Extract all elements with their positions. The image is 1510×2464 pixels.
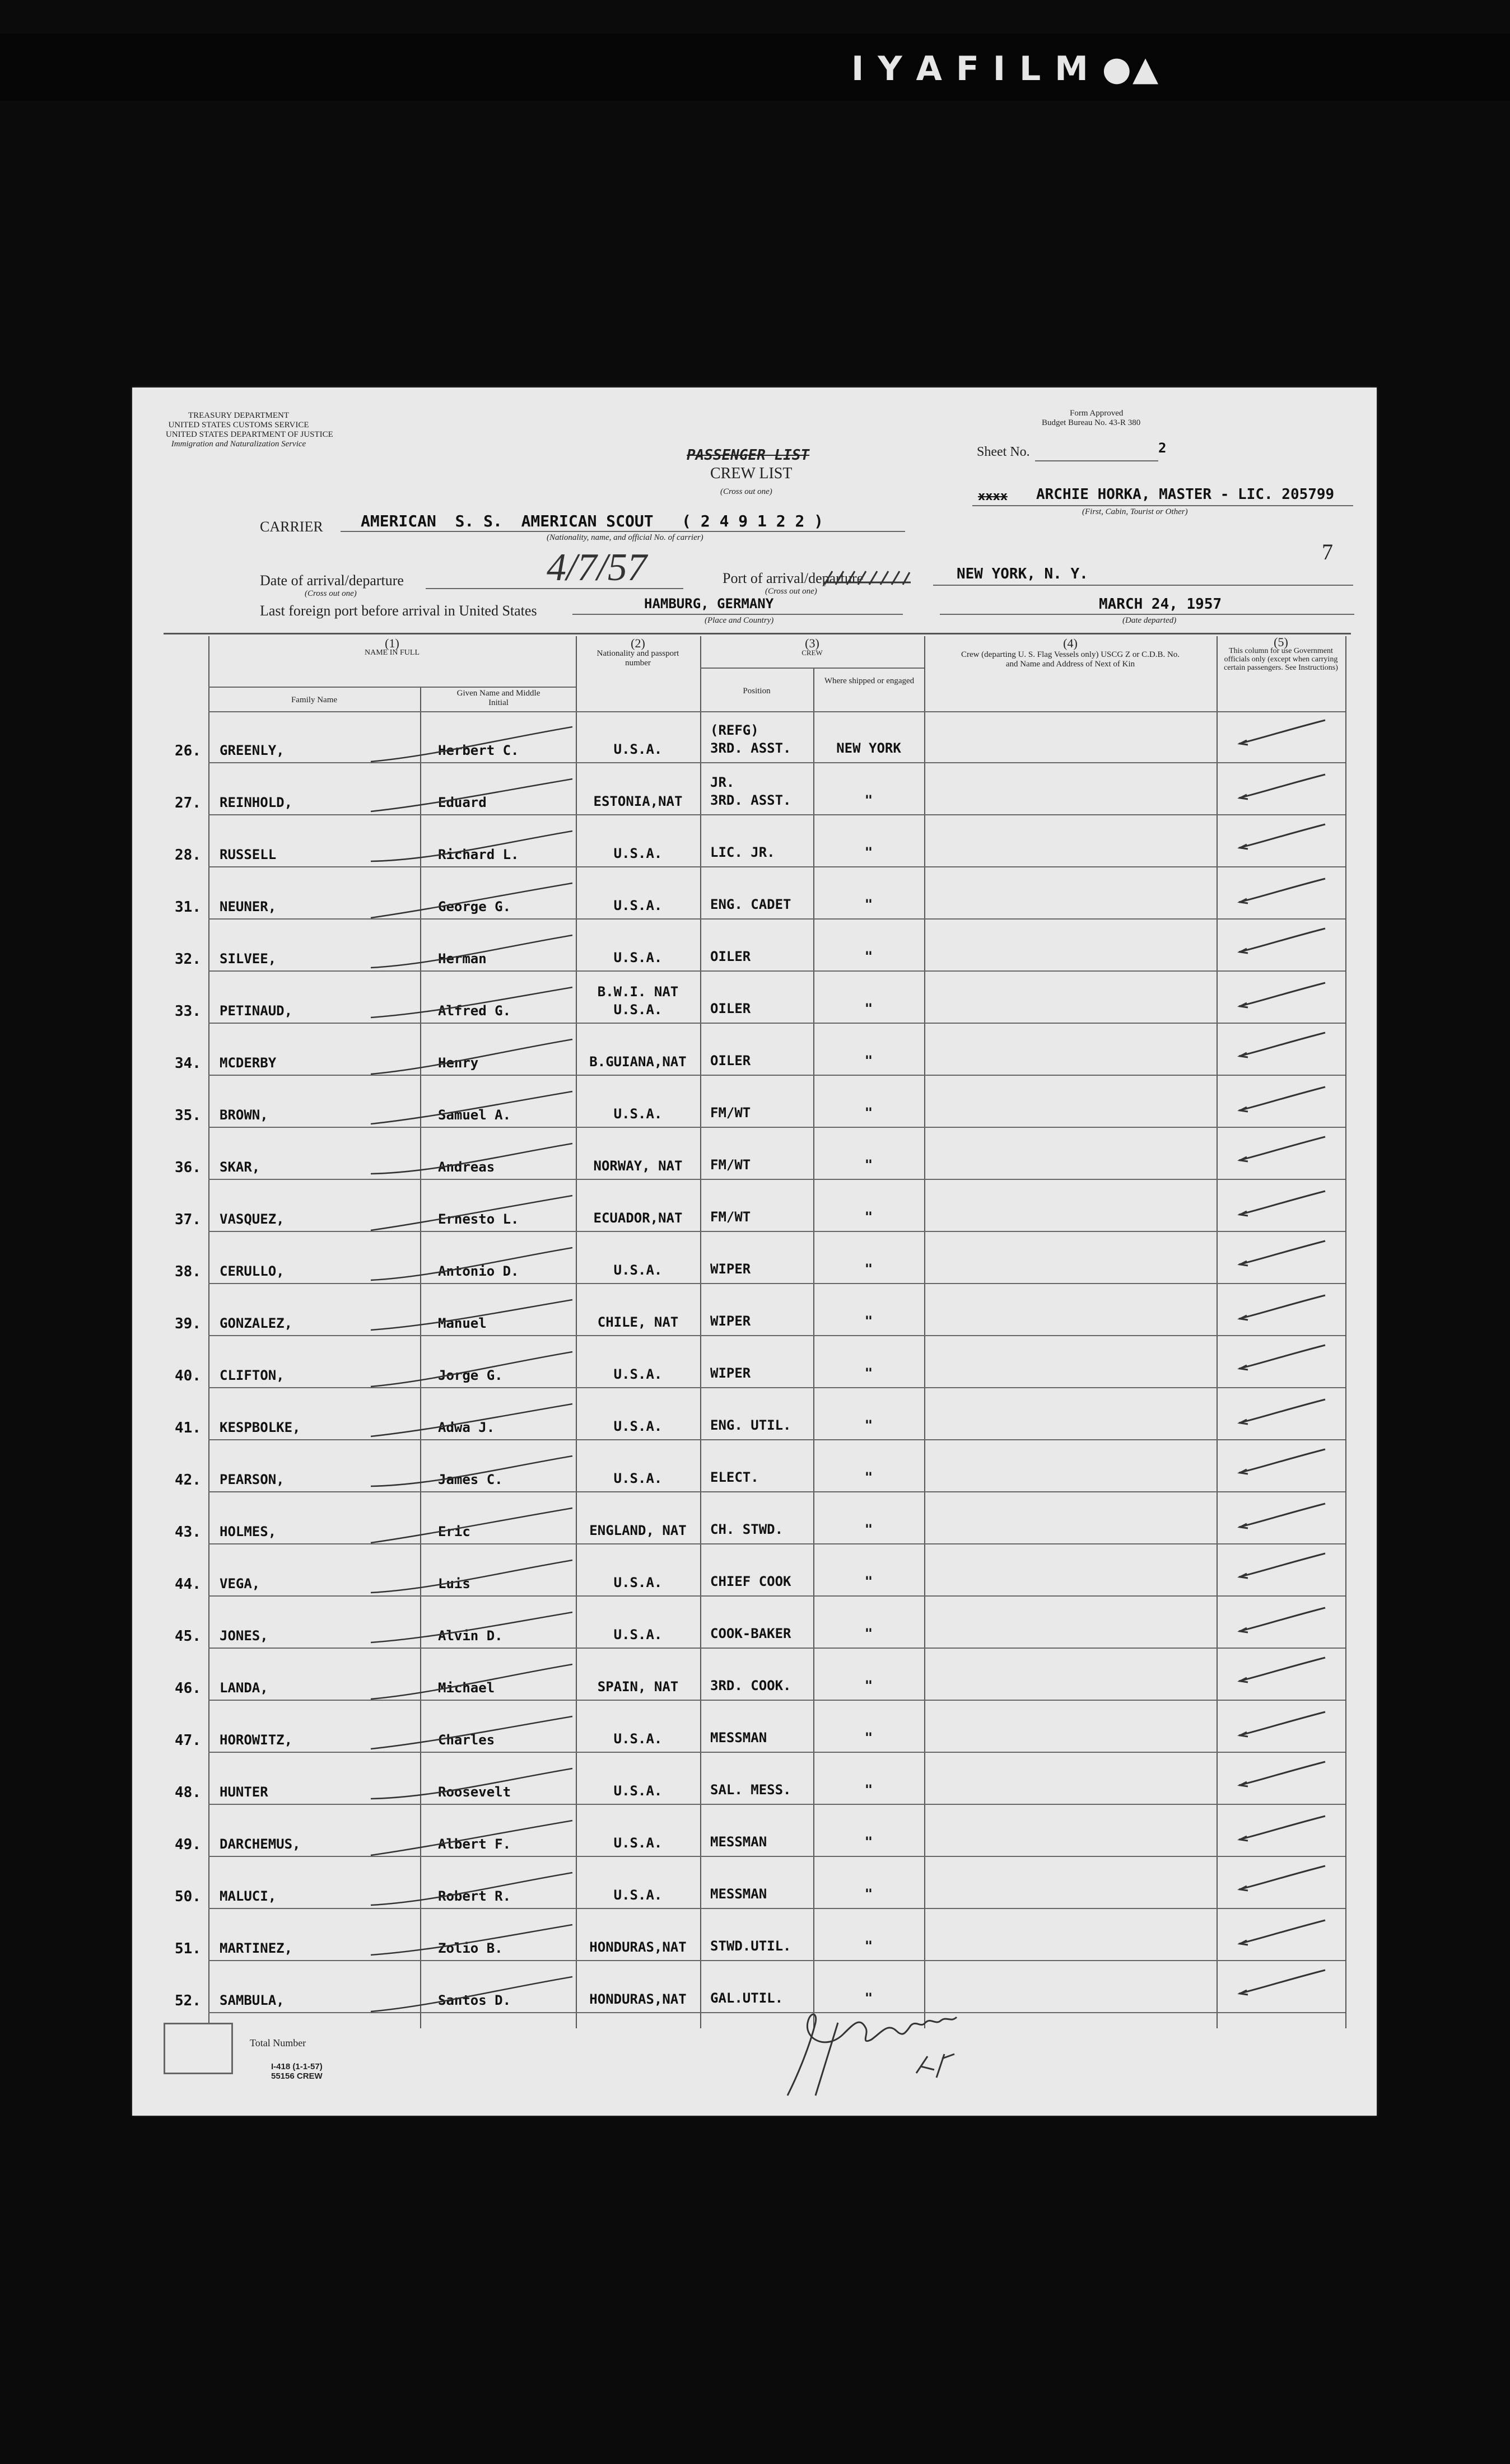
nationality: U.S.A. (613, 1731, 663, 1747)
row-number: 45. (175, 1628, 201, 1645)
family-name: MALUCI, (220, 1888, 277, 1904)
col2-header (576, 638, 700, 668)
official-check-mark (1236, 1395, 1331, 1429)
name-check-stroke (365, 1347, 578, 1392)
crew-row (175, 815, 1345, 867)
where-shipped: " (864, 1938, 873, 1954)
title-struck: PASSENGER LIST (687, 447, 810, 464)
row-number: 33. (175, 1003, 201, 1020)
nationality: NORWAY, NAT (593, 1158, 683, 1174)
col2-num: (2) (631, 636, 645, 650)
dept-line: Immigration and Naturalization Service (171, 440, 306, 449)
name-check-stroke (365, 1660, 578, 1705)
nationality: U.S.A. (613, 1106, 663, 1122)
row-number: 27. (175, 795, 201, 811)
official-check-mark (1236, 716, 1331, 749)
last-port-underline (572, 614, 903, 615)
family-name: SILVEE, (220, 951, 277, 967)
name-check-stroke (365, 774, 578, 819)
family-name: GREENLY, (220, 743, 285, 758)
form-approved-text: Form Approved (1070, 409, 1124, 418)
row-number: 38. (175, 1263, 201, 1280)
name-check-stroke (365, 827, 578, 871)
handwritten-signature (776, 2000, 1023, 2101)
crew-row (175, 1753, 1345, 1805)
given-name: Henry (438, 1055, 479, 1071)
nationality: U.S.A. (613, 1002, 663, 1018)
official-check-mark (1236, 1082, 1331, 1116)
official-check-mark (1236, 1861, 1331, 1895)
name-check-stroke (365, 1816, 578, 1861)
col1-header (208, 638, 576, 657)
crew-row (175, 1701, 1345, 1753)
form-stock-text: 55156 CREW (271, 2071, 323, 2081)
nationality: U.S.A. (613, 741, 663, 757)
given-name: Eric (438, 1524, 470, 1539)
form-no-text: I-418 (1-1-57) (271, 2062, 323, 2071)
where-shipped: " (864, 1522, 873, 1537)
official-check-mark (1236, 1028, 1331, 1062)
crew-row (175, 1805, 1345, 1857)
crew-row (175, 972, 1345, 1024)
name-check-stroke (365, 1035, 578, 1080)
official-check-mark (1236, 1757, 1331, 1791)
name-check-stroke (365, 1504, 578, 1548)
where-shipped: " (864, 1417, 873, 1433)
given-name: Eduard (438, 795, 487, 810)
last-port-value: HAMBURG, GERMANY (644, 596, 774, 612)
position: FM/WT (710, 1157, 751, 1173)
crew-row (175, 1284, 1345, 1336)
where-shipped: " (864, 1886, 873, 1902)
form-title: CREW LIST (710, 465, 793, 482)
position: COOK-BAKER (710, 1626, 791, 1641)
col3-title: CREW (801, 648, 823, 657)
family-name: SKAR, (220, 1159, 260, 1175)
row-number: 46. (175, 1680, 201, 1697)
nationality: U.S.A. (613, 1471, 663, 1486)
film-banner-text: I Y A F I L M ●▲ (851, 49, 1160, 88)
col1b-header: Given Name and Middle Initial (456, 689, 540, 707)
position: OILER (710, 949, 751, 964)
crew-row (175, 1597, 1345, 1649)
nationality: HONDURAS,NAT (589, 1991, 687, 2007)
given-name: Herman (438, 951, 487, 967)
where-shipped: " (864, 1313, 873, 1329)
position: 3RD. ASST. (710, 792, 791, 808)
position: MESSMAN (710, 1886, 767, 1902)
crew-table (175, 635, 1345, 2028)
position: ELECT. (710, 1469, 759, 1485)
form-approved (1042, 409, 1140, 428)
crew-row (175, 1440, 1345, 1492)
position: SAL. MESS. (710, 1782, 791, 1798)
row-number: 51. (175, 1940, 201, 1957)
row-number: 37. (175, 1211, 201, 1228)
family-name: SAMBULA, (220, 1992, 285, 2008)
given-name: Robert R. (438, 1888, 511, 1904)
nationality: U.S.A. (613, 1835, 663, 1851)
where-shipped: " (864, 1730, 873, 1746)
col4-title: Crew (departing U. S. Flag Vessels only) USCG Z or C.D.B. No. and Name and Address of Next of Kin (961, 650, 1180, 669)
given-name: Antonio D. (438, 1263, 519, 1279)
header-rule (208, 687, 576, 688)
position: MESSMAN (710, 1834, 767, 1850)
margin-number: 7 (1322, 539, 1333, 564)
nationality: U.S.A. (613, 1887, 663, 1903)
crew-row (175, 1544, 1345, 1597)
total-number-box[interactable] (164, 2023, 233, 2074)
col4-num: (4) (1063, 636, 1078, 650)
sheet-number: 2 (1158, 440, 1167, 456)
position-qualifier: (REFG) (710, 722, 759, 738)
crew-row (175, 1024, 1345, 1076)
col1-num: (1) (385, 636, 399, 650)
crew-row (175, 1388, 1345, 1440)
date-label: Date of arrival/departure (260, 572, 404, 589)
date-note: (Cross out one) (305, 589, 357, 598)
family-name: CERULLO, (220, 1263, 285, 1279)
where-shipped: " (864, 1834, 873, 1850)
title-cross-out: (Cross out one) (720, 487, 772, 496)
col5-title: This column for use Government officials only (except when carrying certain passengers. See Instructions) (1224, 647, 1338, 672)
carrier-label: CARRIER (260, 519, 323, 535)
official-check-mark (1236, 1603, 1331, 1637)
where-shipped: " (864, 1157, 873, 1173)
col5-num: (5) (1274, 635, 1288, 649)
position-qualifier: JR. (710, 774, 735, 790)
given-name: Richard L. (438, 847, 519, 862)
nationality: U.S.A. (613, 898, 663, 913)
col-line (1345, 636, 1346, 2028)
crew-row (175, 1649, 1345, 1701)
where-shipped: " (864, 1626, 873, 1641)
given-name: Albert F. (438, 1836, 511, 1852)
crew-row (175, 711, 1345, 763)
dept-line: TREASURY DEPARTMENT (188, 411, 290, 420)
where-shipped: " (864, 1990, 873, 2006)
given-name: Luis (438, 1576, 470, 1592)
crew-row (175, 763, 1345, 815)
total-number-label: Total Number (250, 2037, 306, 2048)
official-check-mark (1236, 1499, 1331, 1533)
budget-bureau: Budget Bureau No. 43-R 380 (1042, 418, 1141, 427)
family-name: PETINAUD, (220, 1003, 293, 1019)
col1-title: NAME IN FULL (365, 648, 420, 657)
row-number: 41. (175, 1420, 201, 1436)
position: OILER (710, 1053, 751, 1068)
official-check-mark (1236, 978, 1331, 1012)
crew-row (175, 920, 1345, 972)
given-name: Charles (438, 1732, 495, 1748)
name-check-stroke (365, 879, 578, 923)
where-shipped: " (864, 897, 873, 912)
row-number: 26. (175, 743, 201, 759)
given-name: Samuel A. (438, 1107, 511, 1123)
nationality: ENGLAND, NAT (589, 1523, 687, 1538)
row-number: 35. (175, 1107, 201, 1124)
nationality: U.S.A. (613, 1783, 663, 1799)
name-check-stroke (365, 1087, 578, 1132)
position: WIPER (710, 1365, 751, 1381)
where-shipped: " (864, 792, 873, 808)
given-name: Santos D. (438, 1992, 511, 2008)
col3-num: (3) (805, 636, 819, 650)
nationality-prior: B.W.I. NAT (597, 984, 679, 1000)
row-number: 40. (175, 1368, 201, 1384)
family-name: NEUNER, (220, 899, 277, 914)
position: OILER (710, 1001, 751, 1016)
nationality: B.GUIANA,NAT (589, 1054, 687, 1070)
where-shipped: " (864, 1001, 873, 1016)
given-name: Ernesto L. (438, 1211, 519, 1227)
crew-row (175, 1492, 1345, 1544)
given-name: James C. (438, 1472, 503, 1487)
film-strip (0, 34, 1510, 101)
official-check-mark (1236, 820, 1331, 853)
family-name: KESPBOLKE, (220, 1420, 301, 1435)
last-port-note: (Place and Country) (705, 616, 774, 625)
name-check-stroke (365, 1972, 578, 2017)
official-check-mark (1236, 1236, 1331, 1270)
position: ENG. UTIL. (710, 1417, 791, 1433)
row-number: 47. (175, 1732, 201, 1749)
date-departed-note: (Date departed) (1122, 616, 1177, 625)
row-number: 36. (175, 1159, 201, 1176)
official-check-mark (1236, 770, 1331, 804)
family-name: HOLMES, (220, 1524, 277, 1539)
row-number: 50. (175, 1888, 201, 1905)
family-name: GONZALEZ, (220, 1315, 293, 1331)
official-check-mark (1236, 1707, 1331, 1741)
family-name: CLIFTON, (220, 1368, 285, 1383)
col1a-header: Family Name (291, 696, 338, 704)
official-check-mark (1236, 1812, 1331, 1845)
official-check-mark (1236, 1341, 1331, 1374)
official-check-mark (1236, 874, 1331, 908)
row-number: 28. (175, 847, 201, 864)
nationality: HONDURAS,NAT (589, 1939, 687, 1955)
col5-header (1217, 637, 1345, 672)
master-underline (972, 505, 1353, 506)
carrier-underline (341, 531, 905, 532)
name-check-stroke (365, 1295, 578, 1340)
port-underline (933, 585, 1353, 586)
col3a-header: Position (743, 687, 771, 696)
nationality: CHILE, NAT (597, 1314, 679, 1330)
given-name: Michael (438, 1680, 495, 1696)
family-name: REINHOLD, (220, 795, 293, 810)
row-number: 49. (175, 1836, 201, 1853)
position: GAL.UTIL. (710, 1990, 784, 2006)
name-check-stroke (365, 1399, 578, 1444)
official-check-mark (1236, 1966, 1331, 1999)
family-name: LANDA, (220, 1680, 268, 1696)
name-check-stroke (365, 722, 578, 767)
position: FM/WT (710, 1209, 751, 1225)
family-name: MARTINEZ, (220, 1940, 293, 1956)
nationality: U.S.A. (613, 846, 663, 861)
nationality: SPAIN, NAT (597, 1679, 679, 1695)
name-check-stroke (365, 1608, 578, 1653)
date-departed-value: MARCH 24, 1957 (1099, 596, 1222, 613)
where-shipped: NEW YORK (836, 740, 901, 756)
given-name: George G. (438, 899, 511, 914)
where-shipped: " (864, 1365, 873, 1381)
name-check-stroke (365, 1452, 578, 1496)
position: ENG. CADET (710, 897, 791, 912)
row-number: 34. (175, 1055, 201, 1072)
row-number: 48. (175, 1784, 201, 1801)
family-name: DARCHEMUS, (220, 1836, 301, 1852)
name-check-stroke (365, 1556, 578, 1600)
given-name: Andreas (438, 1159, 495, 1175)
name-check-stroke (365, 931, 578, 976)
where-shipped: " (864, 844, 873, 860)
given-name: Roosevelt (438, 1784, 511, 1800)
form-number (271, 2062, 323, 2081)
name-check-stroke (365, 1764, 578, 1809)
date-departed-underline (940, 614, 1354, 615)
last-port-label: Last foreign port before arrival in United States (260, 603, 537, 619)
official-check-mark (1236, 1132, 1331, 1166)
position: WIPER (710, 1261, 751, 1277)
crew-row (175, 867, 1345, 920)
position: STWD.UTIL. (710, 1938, 791, 1954)
crew-row (175, 1857, 1345, 1909)
position: LIC. JR. (710, 844, 775, 860)
crew-row (175, 1336, 1345, 1388)
position: MESSMAN (710, 1730, 767, 1746)
official-check-mark (1236, 1291, 1331, 1324)
nationality: ESTONIA,NAT (593, 794, 683, 809)
carrier-value: AMERICAN S. S. AMERICAN SCOUT ( 2 4 9 1 2 2 ) (361, 512, 824, 530)
nationality: U.S.A. (613, 1627, 663, 1642)
given-name: Alfred G. (438, 1003, 511, 1019)
where-shipped: " (864, 1209, 873, 1225)
where-shipped: " (864, 1053, 873, 1068)
given-name: Manuel (438, 1315, 487, 1331)
crew-list-form (132, 388, 1377, 2116)
row-number: 43. (175, 1524, 201, 1541)
position: 3RD. COOK. (710, 1678, 791, 1693)
official-check-mark (1236, 1916, 1331, 1949)
port-note: (Cross out one) (765, 587, 817, 596)
col3b-header: Where shipped or engaged (824, 676, 915, 685)
given-name: Adwa J. (438, 1420, 495, 1435)
family-name: JONES, (220, 1628, 268, 1644)
where-shipped: " (864, 1782, 873, 1798)
name-check-stroke (365, 1712, 578, 1757)
where-shipped: " (864, 1105, 873, 1121)
position: WIPER (710, 1313, 751, 1329)
name-check-stroke (365, 1868, 578, 1913)
crew-row (175, 1076, 1345, 1128)
port-label: Port of arrival/departure (723, 570, 864, 586)
where-shipped: " (864, 1678, 873, 1693)
row-number: 44. (175, 1576, 201, 1593)
nationality: U.S.A. (613, 1262, 663, 1278)
master-struck: xxxx (978, 489, 1008, 503)
given-name: Alvin D. (438, 1628, 503, 1644)
family-name: VEGA, (220, 1576, 260, 1592)
where-shipped: " (864, 1469, 873, 1485)
table-top-rule (164, 633, 1351, 634)
position: FM/WT (710, 1105, 751, 1121)
family-name: HOROWITZ, (220, 1732, 293, 1748)
col2-title: Nationality and passport number (596, 649, 679, 668)
family-name: PEARSON, (220, 1472, 285, 1487)
col4-header (924, 638, 1217, 669)
nationality: U.S.A. (613, 950, 663, 965)
nationality: ECUADOR,NAT (593, 1210, 683, 1226)
family-name: RUSSELL (220, 847, 277, 862)
port-strikethrough (822, 568, 912, 588)
sheet-underline (1035, 460, 1158, 461)
official-check-mark (1236, 1653, 1331, 1687)
row-number: 42. (175, 1472, 201, 1488)
family-name: HUNTER (220, 1784, 268, 1800)
name-check-stroke (365, 1243, 578, 1288)
position: 3RD. ASST. (710, 740, 791, 756)
nationality: U.S.A. (613, 1366, 663, 1382)
family-name: VASQUEZ, (220, 1211, 285, 1227)
name-check-stroke (365, 1191, 578, 1236)
crew-row (175, 1909, 1345, 1961)
position: CHIEF COOK (710, 1574, 791, 1589)
name-check-stroke (365, 983, 578, 1028)
port-value: NEW YORK, N. Y. (957, 566, 1088, 582)
official-check-mark (1236, 1187, 1331, 1220)
dept-line: UNITED STATES DEPARTMENT OF JUSTICE (166, 430, 333, 439)
dept-line: UNITED STATES CUSTOMS SERVICE (168, 421, 309, 430)
col3-header (700, 638, 924, 657)
crew-row (175, 1180, 1345, 1232)
official-check-mark (1236, 924, 1331, 958)
where-shipped: " (864, 949, 873, 964)
row-number: 52. (175, 1992, 201, 2009)
master-name: ARCHIE HORKA, MASTER - LIC. 205799 (1036, 486, 1335, 503)
name-check-stroke (365, 1139, 578, 1184)
family-name: MCDERBY (220, 1055, 277, 1071)
family-name: BROWN, (220, 1107, 268, 1123)
class-note: (First, Cabin, Tourist or Other) (1082, 507, 1188, 516)
header-rule (700, 668, 924, 669)
official-check-mark (1236, 1445, 1331, 1478)
given-name: Jorge G. (438, 1368, 503, 1383)
carrier-note: (Nationality, name, and official No. of carrier) (547, 533, 703, 542)
department-header (166, 411, 333, 449)
name-check-stroke (365, 1920, 578, 1965)
row-number: 32. (175, 951, 201, 968)
crew-row (175, 1128, 1345, 1180)
nationality: U.S.A. (613, 1575, 663, 1590)
given-name: Herbert C. (438, 743, 519, 758)
where-shipped: " (864, 1261, 873, 1277)
row-number: 31. (175, 899, 201, 916)
where-shipped: " (864, 1574, 873, 1589)
sheet-label: Sheet No. (977, 445, 1030, 459)
given-name: Zolio B. (438, 1940, 503, 1956)
position: CH. STWD. (710, 1522, 784, 1537)
date-value: 4/7/57 (547, 546, 647, 589)
official-check-mark (1236, 1549, 1331, 1583)
crew-row (175, 1232, 1345, 1284)
nationality: U.S.A. (613, 1418, 663, 1434)
row-number: 39. (175, 1315, 201, 1332)
